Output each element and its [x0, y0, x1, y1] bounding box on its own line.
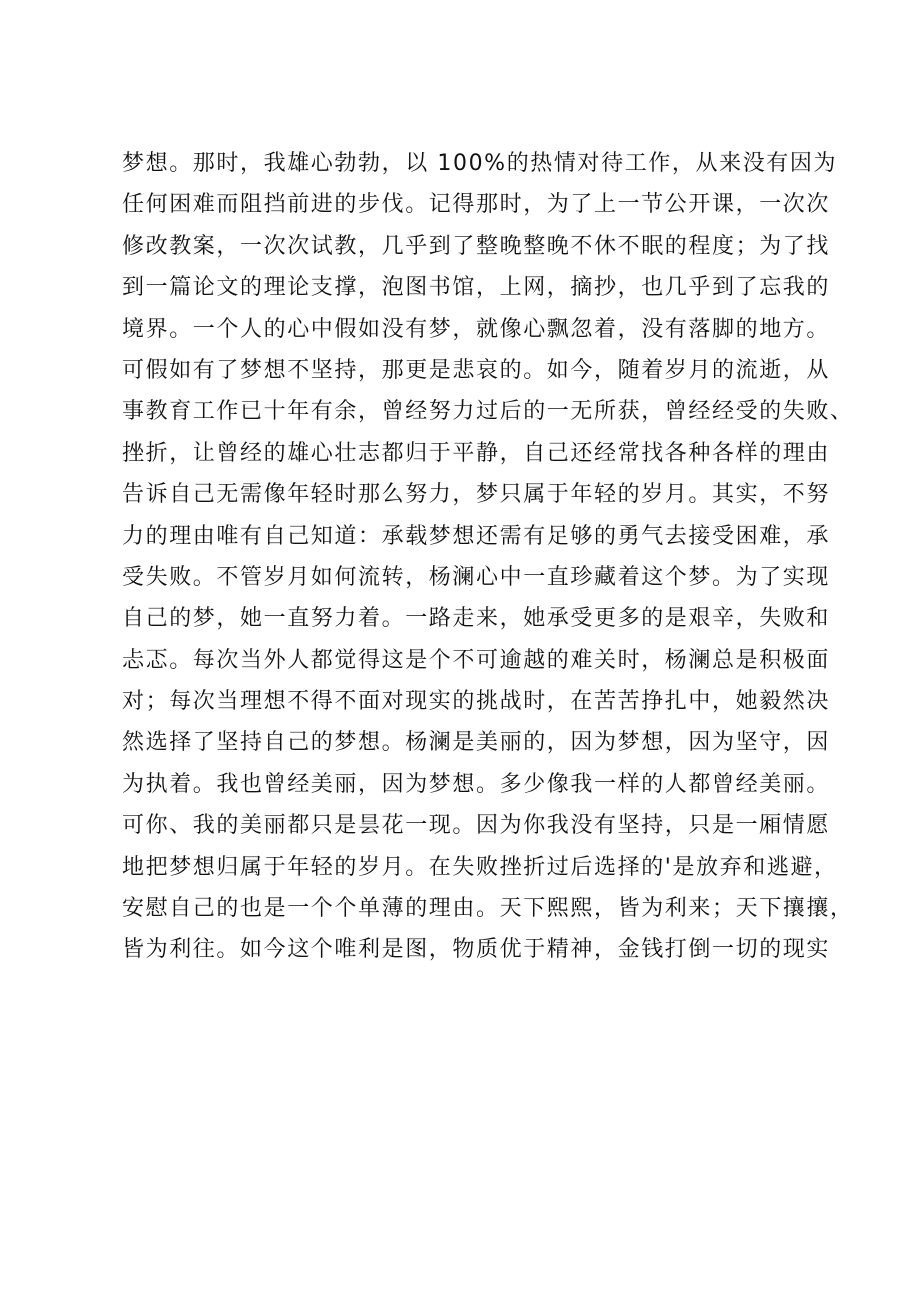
text-line: 地把梦想归属于年轻的岁月。在失败挫折过后选择的'是放弃和逃避，	[122, 854, 838, 880]
text-line: 到一篇论文的理论支撑，泡图书馆，上网，摘抄，也几乎到了忘我的	[122, 275, 831, 301]
text-line: 力的理由唯有自己知道：承载梦想还需有足够的勇气去接受困难，承	[122, 523, 831, 549]
body-text	[122, 143, 854, 971]
text-line: 修改教案，一次次试教，几乎到了整晚整晚不休不眠的程度；为了找	[122, 233, 831, 259]
text-line: 事教育工作已十年有余，曾经努力过后的一无所获，曾经经受的失败、	[122, 399, 854, 425]
text-line: 皆为利往。如今这个唯利是图，物质优于精神，金钱打倒一切的现实	[122, 937, 831, 963]
text-line: 对；每次当理想不得不面对现实的挑战时，在苦苦挣扎中，她毅然决	[122, 689, 831, 715]
text-line: 境界。一个人的心中假如没有梦，就像心飘忽着，没有落脚的地方。	[122, 316, 831, 342]
text-line: 挫折，让曾经的雄心壮志都归于平静，自己还经常找各种各样的理由	[122, 440, 831, 466]
text-line: 为执着。我也曾经美丽，因为梦想。多少像我一样的人都曾经美丽。	[122, 771, 831, 797]
text-line: 忐忑。每次当外人都觉得这是个不可逾越的难关时，杨澜总是积极面	[122, 647, 831, 673]
text-line: 告诉自己无需像年轻时那么努力，梦只属于年轻的岁月。其实，不努	[122, 482, 831, 508]
text-line: 自己的梦，她一直努力着。一路走来，她承受更多的是艰辛，失败和	[122, 606, 831, 632]
text-line: 任何困难而阻挡前进的步伐。记得那时，为了上一节公开课，一次次	[122, 192, 831, 218]
text-line: 可你、我的美丽都只是昙花一现。因为你我没有坚持，只是一厢情愿	[122, 813, 831, 839]
text-line: 安慰自己的也是一个个单薄的理由。天下熙熙，皆为利来；天下攘攘，	[122, 896, 854, 922]
text-line: 受失败。不管岁月如何流转，杨澜心中一直珍藏着这个梦。为了实现	[122, 564, 831, 590]
text-line: 梦想。那时，我雄心勃勃，以 100%的热情对待工作，从来没有因为	[122, 151, 838, 176]
text-line: 可假如有了梦想不坚持，那更是悲哀的。如今，随着岁月的流逝，从	[122, 357, 831, 383]
text-line: 然选择了坚持自己的梦想。杨澜是美丽的，因为梦想，因为坚守，因	[122, 730, 831, 756]
